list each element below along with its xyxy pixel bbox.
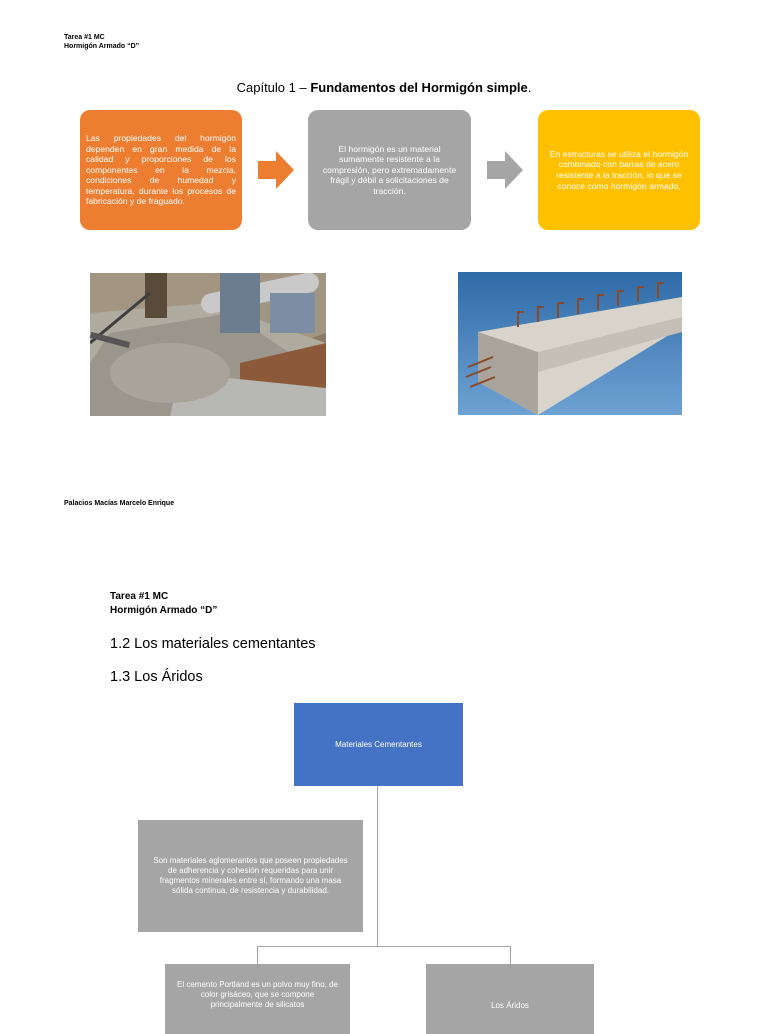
page2-header-line-1: Tarea #1 MC [110, 591, 169, 602]
diagram-aridos-label: Los Áridos [491, 1001, 529, 1010]
concept-box-properties [80, 110, 242, 230]
page2-header [110, 590, 217, 618]
section-heading-aridos: 1.3 Los Áridos [110, 669, 203, 685]
chapter-title-bold: Fundamentos del Hormigón simple [310, 80, 528, 95]
precast-beams-photo [458, 272, 682, 415]
header-line-2: Hormigón Armado “D” [64, 43, 140, 50]
right-arrow-gray-icon [487, 151, 523, 189]
concept-box-compression [308, 110, 471, 230]
connector-left-drop [257, 946, 258, 964]
diagram-root-label: Materiales Cementantes [335, 739, 422, 749]
chapter-title [0, 80, 768, 95]
diagram-definition-text: Son materiales aglomerantes que poseen propiedades de adherencia y cohesión requeridas para unir fragmentos minerales entre sí, formando una masa sólida continua, de resistencia y durabilidad. [153, 856, 348, 895]
right-arrow-orange-icon [258, 151, 294, 189]
diagram-definition-node [138, 820, 363, 932]
diagram-root-node [294, 703, 463, 786]
concept-box-properties-text: Las propiedades del hormigón dependen en gran medida de la calidad y proporciones de los componentes en la mezcla, condiciones de humedad y temperatura, durante los procesos de fabricación y de fraguado. [86, 132, 236, 207]
connector-vertical-main [377, 786, 378, 946]
diagram-cement-text: El cemento Portland es un polvo muy fino, de color grisáceo, que se compone principalmente de silicatos [177, 980, 338, 1009]
concrete-pouring-photo [90, 273, 326, 416]
page2-header-line-2: Hormigón Armado “D” [110, 605, 218, 616]
concept-box-reinforced [538, 110, 700, 230]
page1-header [64, 33, 139, 51]
connector-horizontal [257, 946, 511, 947]
header-line-1: Tarea #1 MC [64, 34, 105, 41]
connector-right-drop [510, 946, 511, 964]
chapter-title-prefix: Capítulo 1 – [236, 80, 311, 95]
chapter-title-suffix: . [527, 80, 532, 95]
author-name: Palacios Macías Marcelo Enrique [64, 500, 175, 507]
concept-box-compression-text: El hormigón es un material sumamente resistente a la compresión, pero extremadamente frágil y débil a solicitaciones de tracción. [322, 143, 457, 196]
section-heading-materiales: 1.2 Los materiales cementantes [110, 636, 316, 652]
concept-box-reinforced-text: En estructuras se utiliza el hormigón combinado con barras de acero resistente a la tracción, lo que se conoce como hormigón armado, [549, 148, 689, 191]
